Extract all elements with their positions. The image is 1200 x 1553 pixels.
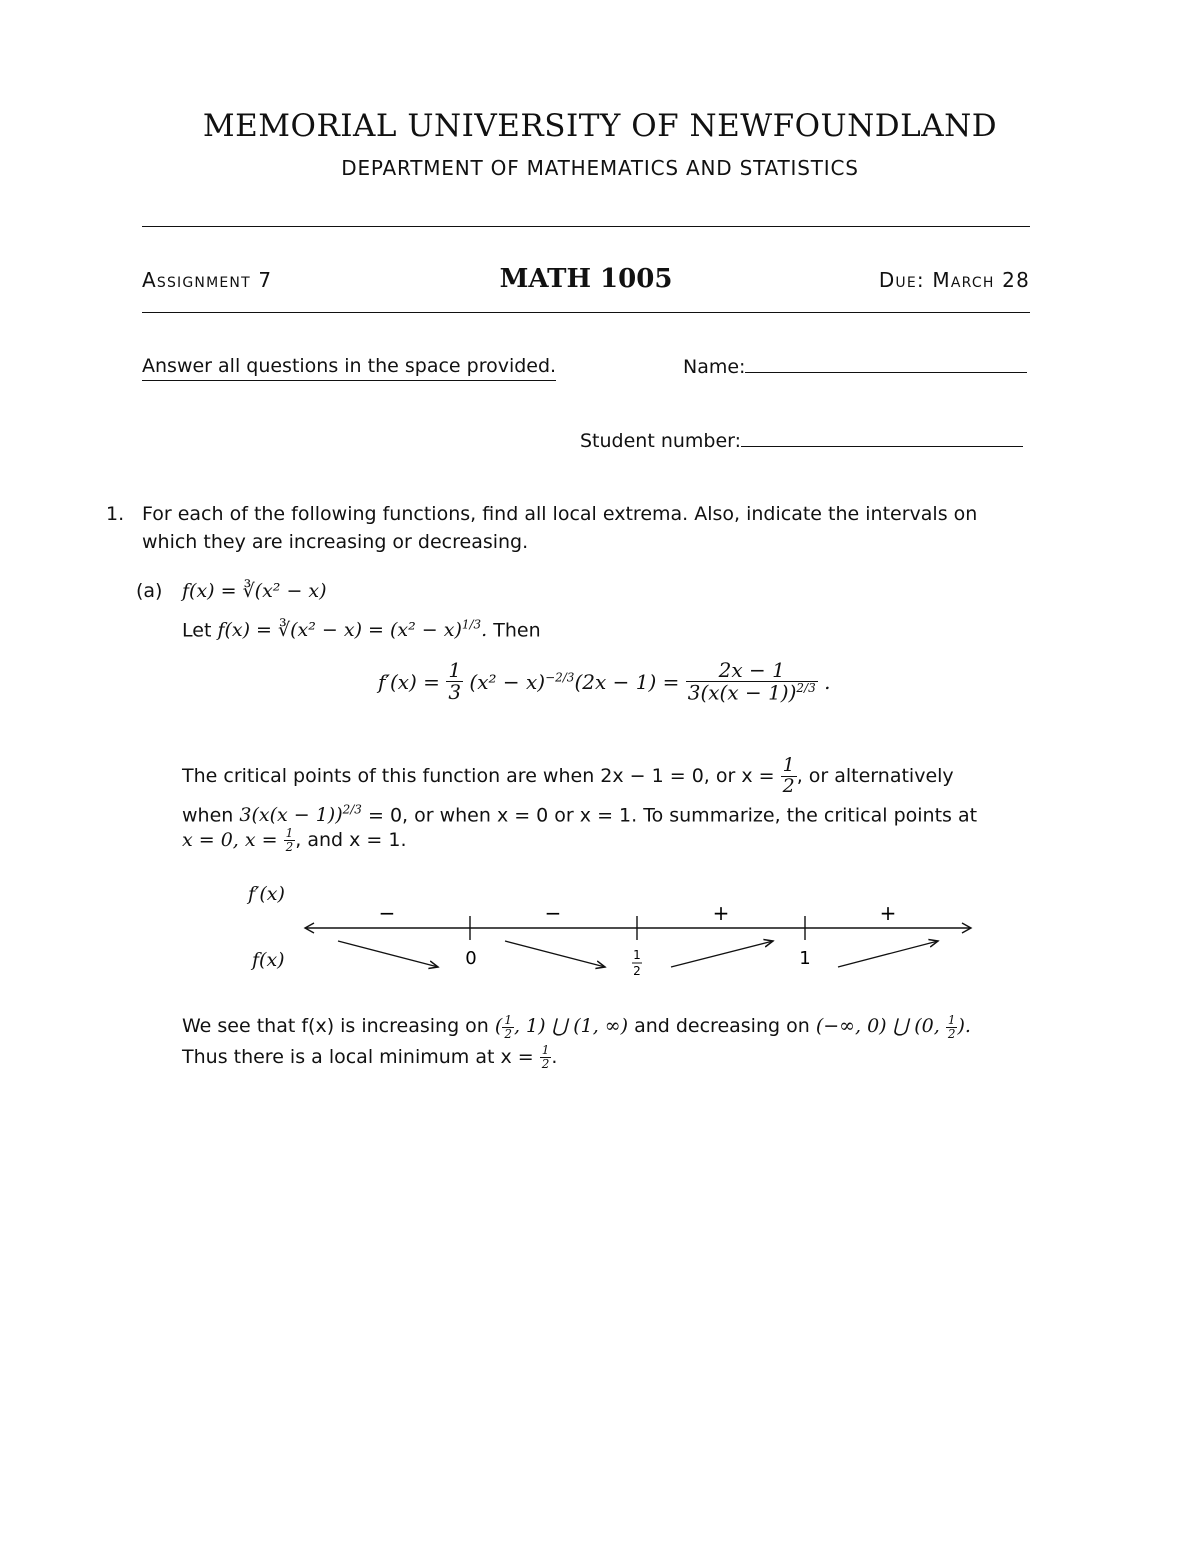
critical-text-5: , and x = 1. — [295, 829, 407, 851]
let-text: Let — [182, 619, 212, 642]
conclusion-text-mid: and decreasing on — [634, 1015, 810, 1037]
due-date: Due: March 28 — [878, 268, 1030, 292]
decreasing-arrow-2 — [505, 941, 605, 967]
student-number-row — [580, 426, 1023, 455]
frac-one-half-a: $\frac{1}{2}$ — [782, 754, 795, 797]
decreasing-intervals: (−∞, 0) ⋃ (0, $\frac{1}{2}$ ). — [815, 1012, 971, 1041]
sign-interval-3: + — [712, 901, 730, 925]
instruction-text: Answer all questions in the space provided. — [142, 352, 556, 381]
student-number-label: Student number: — [580, 430, 742, 452]
increasing-arrow-1 — [671, 941, 773, 967]
decreasing-arrow-1 — [338, 941, 438, 967]
frac-one-half-c: $\frac{1}{2}$ — [541, 1043, 550, 1071]
top-rule — [142, 226, 1030, 227]
question-prompt-line1: For each of the following functions, find all local extrema. Also, indicate the intervals on — [142, 503, 978, 525]
critical-line2: when $3(x(x - 1))^{2/3} = 0$, or when x = 0 or x = 1. To summarize, the critical points at — [182, 803, 978, 827]
assignment-label: Assignment 7 — [142, 268, 273, 292]
critical-line1 — [182, 756, 954, 797]
increasing-arrow-2 — [838, 941, 938, 967]
sign-chart-function-label: f(x) — [252, 949, 285, 971]
part-a-label: (a) — [136, 580, 163, 602]
department-title: DEPARTMENT OF MATHEMATICS AND STATISTICS — [341, 156, 859, 180]
derivative-equation: f′(x) = $\frac{1}{3}$ $(x^2 - x)^{-2/3}(2x - 1)$ = $\frac{2x - 1}{3(x(x - 1))^{2/3}}$ . — [378, 658, 831, 705]
point-label-0: 0 — [465, 948, 477, 969]
student-number-field[interactable] — [741, 426, 1023, 447]
conclusion-line2: Thus there is a local minimum at x = $\frac{1}{2}$ . — [182, 1043, 558, 1071]
sign-interval-2: − — [544, 901, 562, 925]
critical-line3 — [182, 826, 407, 854]
sign-interval-4: + — [879, 901, 897, 925]
point-label-1: 1 — [799, 948, 811, 969]
name-field[interactable] — [745, 352, 1027, 373]
sign-chart-derivative-label: f′(x) — [248, 883, 285, 905]
middle-rule — [142, 312, 1030, 313]
svg-text:2: 2 — [633, 964, 641, 978]
svg-text:1: 1 — [633, 948, 641, 962]
course-code: MATH 1005 — [499, 264, 673, 294]
critical-text-2: , or alternatively — [796, 764, 954, 787]
name-label: Name: — [683, 356, 746, 378]
sign-interval-1: − — [378, 901, 396, 925]
increasing-intervals: ( $\frac{1}{2}$ , 1) ⋃ (1, ∞) — [494, 1012, 629, 1041]
frac-one-third: $\frac{1}{3}$ — [448, 658, 462, 705]
frac-one-half-b: $\frac{1}{2}$ — [285, 826, 294, 854]
let-equation: f(x) = ∛(x² − $x) = (x^2 - x)^{1/3}$. — [217, 618, 488, 642]
question-prompt — [142, 500, 1042, 556]
point-label-half — [632, 948, 642, 978]
then-text: Then — [493, 619, 541, 642]
sign-chart — [0, 890, 1200, 990]
university-title: MEMORIAL UNIVERSITY OF NEWFOUNDLAND — [202, 108, 998, 144]
conclusion-text-2: Thus there is a local minimum at x = — [182, 1046, 534, 1068]
critical-text-1: The critical points of this function are when 2x − 1 = 0, or x = — [182, 764, 775, 787]
question-number: 1. — [106, 503, 125, 525]
question-prompt-line2: which they are increasing or decreasing. — [142, 531, 529, 553]
let-line — [182, 611, 541, 644]
critical-text-4: x = 0, x = — [182, 829, 278, 851]
conclusion-text-1: We see that f(x) is increasing on — [182, 1015, 489, 1037]
conclusion-line1 — [182, 1012, 971, 1040]
critical-text-3: = 0, or when x = 0 or x = 1. To summarize, the critical points at — [367, 804, 978, 827]
name-field-row — [683, 352, 1027, 381]
part-a-function: f(x) = ∛(x² − x) — [182, 580, 327, 602]
frac-derivative: $\frac{2x - 1}{3(x(x - 1))^{2/3}}$ — [687, 658, 816, 705]
